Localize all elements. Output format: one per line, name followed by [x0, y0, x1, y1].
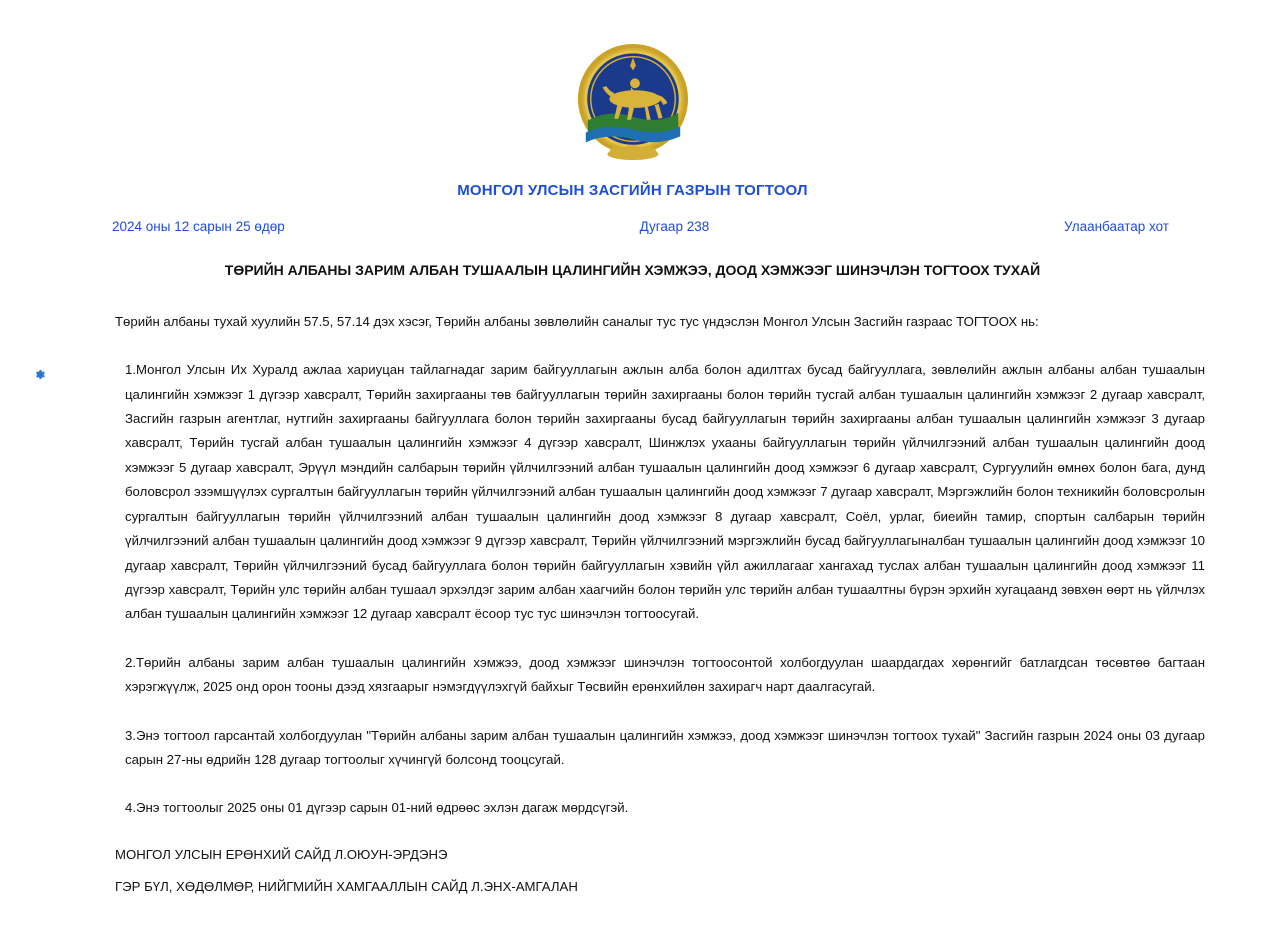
document-organization-heading: МОНГОЛ УЛСЫН ЗАСГИЙН ГАЗРЫН ТОГТООЛ	[457, 182, 808, 199]
document-meta-row	[0, 219, 1265, 234]
document-paragraph-4: 4.Энэ тогтоолыг 2025 оны 01 дүгээр сарын 01-ний өдрөөс эхлэн дагаж мөрдсүгэй.	[125, 800, 629, 816]
document-paragraph-3: 3.Энэ тогтоол гарсантай холбогдуулан "Төрийн албаны зарим албан тушаалын цалингийн хэмжээ, доод хэмжээг шинэчлэн тогтоох тухай" Засгийн газрын 2024 оны 03 дугаар сарын 27-ны өдрийн 128 дугаар тогтоолыг хүчингүй болсонд тооцсугай.	[125, 727, 1205, 768]
mongolia-state-emblem-svg	[574, 38, 692, 166]
document-intro-paragraph: Төрийн албаны тухай хуулийн 57.5, 57.14 дэх хэсэг, Төрийн албаны зөвлөлийн саналыг тус тус үндэслэн Монгол Улсын Засгийн газраас ТОГТООХ нь:	[115, 314, 1039, 329]
document-paragraph-2: 2.Төрийн албаны зарим албан тушаалын цалингийн хэмжээ, доод хэмжээг шинэчлэн тогтоосонтой холбогдуулан шаардагдах хөрөнгийг батлагдсан төсөвтөө багтаан хэрэгжүүлж, 2025 онд орон тооны дээд хязгаарыг нэмэгдүүлэхгүй байхыг Төсвийн ерөнхийлөн захирагч нарт даалгасугай.	[125, 654, 1205, 695]
signature-prime-minister: МОНГОЛ УЛСЫН ЕРӨНХИЙ САЙД Л.ОЮУН-ЭРДЭНЭ	[115, 846, 448, 862]
signature-block	[0, 843, 1265, 899]
signature-minister: ГЭР БҮЛ, ХӨДӨЛМӨР, НИЙГМИЙН ХАМГААЛЛЫН САЙД Л.ЭНХ-АМГАЛАН	[115, 878, 578, 894]
document-city: Улаанбаатар хот	[1064, 219, 1169, 234]
page-title: ТӨРИЙН АЛБАНЫ ЗАРИМ АЛБАН ТУШААЛЫН ЦАЛИНГИЙН ХЭМЖЭЭ, ДООД ХЭМЖЭЭГ ШИНЭЧЛЭН ТОГТООХ ТУХАЙ	[224, 262, 1041, 278]
document-paragraph-1: 1.Монгол Улсын Их Хуралд ажлаа хариуцан тайлагнадаг зарим байгууллагын ажлын алба болон адилтгах бусад байгууллага, зөвлөлийн ажлын албаны албан тушаалын цалингийн хэмжээг 1 дүгээр хавсралт, Төрийн захиргааны төв байгууллагын төрийн захиргааны болон төрийн тусгай албан тушаалын цалингийн хэмжээг 2 дугаар хавсралт, Засгийн газрын агентлаг, нутгийн захиргааны байгууллага болон төрийн захиргааны бусад байгууллагын төрийн захиргааны албан тушаалын цалингийн хэмжээг 3 дугаар хавсралт, Төрийн тусгай албан тушаалын цалингийн хэмжээг 4 дүгээр хавсралт, Шинжлэх ухааны байгууллагын төрийн үйлчилгээний албан тушаалын цалингийн доод хэмжээг 5 дугаар хавсралт, Эрүүл мэндийн салбарын төрийн үйлчилгээний албан тушаалын цалингийн доод хэмжээг 6 дугаар хавсралт, Сургуулийн өмнөх болон бага, дунд боловсрол эзэмшүүлэх сургалтын байгууллагын төрийн үйлчилгээний албан тушаалын цалингийн доод хэмжээг 7 дугаар хавсралт, Мэргэжлийн болон техникийн боловсролын сургалтын байгууллагын төрийн үйлчилгээний албан тушаалын цалингийн доод хэмжээг 8 дугаар хавсралт, Соёл, урлаг, биеийн тамир, спортын салбарын төрийн үйлчилгээний албан тушаалын цалингийн доод хэмжээг 9 дүгээр хавсралт, Төрийн үйлчилгээний мэргэжлийн бусад байгууллагыналбан тушаалын цалингийн доод хэмжээг 10 дугаар хавсралт, Төрийн үйлчилгээний бусад байгууллага болон төрийн байгууллагын хэвийн үйл ажиллагааг хангахад туслах албан тушаалын цалингийн доод хэмжээг 11 дүгээр хавсралт, Төрийн улс төрийн албан тушаал эрхэлдэг зарим албан хаагчийн болон төрийн улс төрийн албан тушаалтны бүрэн эрхийн хугацаанд зөвхөн өөрт нь үйлчлэх албан тушаалын цалингийн хэмжээг 12 дугаар хавсралт ёсоор тус тус шинэчлэн тогтоосугай.	[125, 362, 1205, 622]
state-emblem	[0, 0, 1265, 176]
document-number: Дугаар 238	[639, 219, 710, 234]
document-date: 2024 оны 12 сарын 25 өдөр	[112, 219, 285, 234]
gear-icon[interactable]	[33, 368, 46, 381]
